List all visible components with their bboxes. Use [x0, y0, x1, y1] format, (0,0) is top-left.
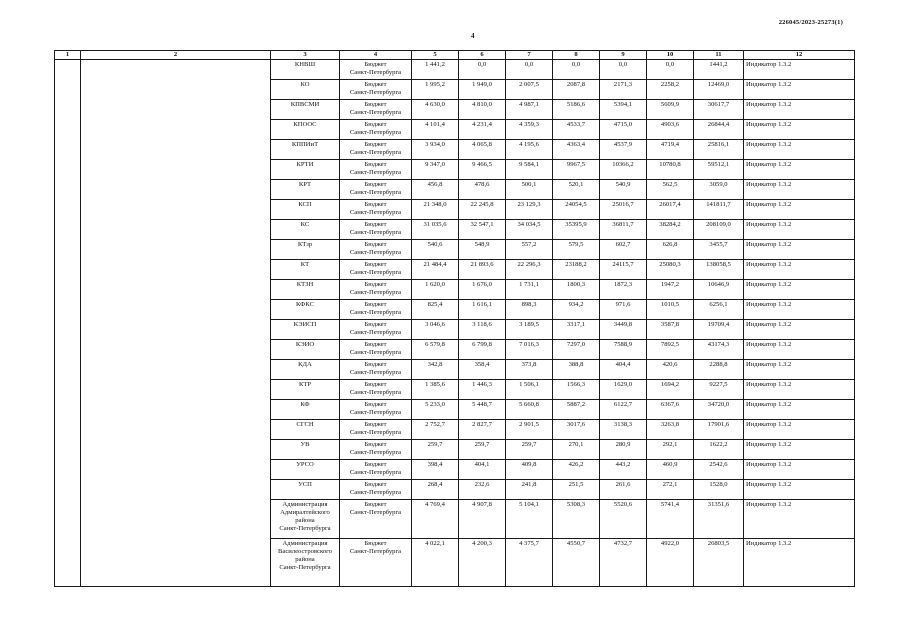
amount-cell: 17901,6: [694, 420, 744, 440]
funding-source-cell: Бюджет Санкт-Петербурга: [340, 420, 412, 440]
amount-cell: 7297,0: [553, 340, 600, 360]
indicator-cell: Индикатор 1.3.2: [744, 200, 855, 220]
amount-cell: 5 660,8: [506, 400, 553, 420]
amount-cell: 21 348,0: [412, 200, 459, 220]
amount-cell: 5 104,1: [506, 500, 553, 539]
amount-cell: 4 022,1: [412, 539, 459, 587]
amount-cell: 358,4: [459, 360, 506, 380]
funding-source-cell: Бюджет Санкт-Петербурга: [340, 160, 412, 180]
amount-cell: 4719,4: [647, 140, 694, 160]
amount-cell: 270,1: [553, 440, 600, 460]
amount-cell: 3449,8: [600, 320, 647, 340]
amount-cell: 934,2: [553, 300, 600, 320]
executor-cell: КО: [271, 80, 340, 100]
amount-cell: 208109,0: [694, 220, 744, 240]
executor-cell: КНВШ: [271, 60, 340, 80]
amount-cell: 1 995,2: [412, 80, 459, 100]
amount-cell: 5 448,7: [459, 400, 506, 420]
amount-cell: 34720,0: [694, 400, 744, 420]
executor-cell: КТЗН: [271, 280, 340, 300]
column-number-8: 8: [553, 51, 600, 60]
amount-cell: 251,5: [553, 480, 600, 500]
amount-cell: 562,5: [647, 180, 694, 200]
amount-cell: 4533,7: [553, 120, 600, 140]
executor-cell: УВ: [271, 440, 340, 460]
amount-cell: 38284,2: [647, 220, 694, 240]
amount-cell: 241,8: [506, 480, 553, 500]
column-number-11: 11: [694, 51, 744, 60]
amount-cell: 1947,2: [647, 280, 694, 300]
amount-cell: 4 769,4: [412, 500, 459, 539]
funding-source-cell: Бюджет Санкт-Петербурга: [340, 480, 412, 500]
amount-cell: 7892,5: [647, 340, 694, 360]
amount-cell: 5308,3: [553, 500, 600, 539]
amount-cell: 540,6: [412, 240, 459, 260]
funding-source-cell: Бюджет Санкт-Петербурга: [340, 180, 412, 200]
indicator-cell: Индикатор 1.3.2: [744, 300, 855, 320]
amount-cell: 4 630,0: [412, 100, 459, 120]
amount-cell: 1872,3: [600, 280, 647, 300]
amount-cell: 3455,7: [694, 240, 744, 260]
amount-cell: 261,6: [600, 480, 647, 500]
amount-cell: 32 547,1: [459, 220, 506, 240]
amount-cell: 1010,5: [647, 300, 694, 320]
amount-cell: 26844,4: [694, 120, 744, 140]
indicator-cell: Индикатор 1.3.2: [744, 240, 855, 260]
indicator-cell: Индикатор 1.3.2: [744, 360, 855, 380]
amount-cell: 4 907,8: [459, 500, 506, 539]
indicator-cell: Индикатор 1.3.2: [744, 539, 855, 587]
amount-cell: 3263,8: [647, 420, 694, 440]
amount-cell: 0,0: [459, 60, 506, 80]
amount-cell: 626,8: [647, 240, 694, 260]
amount-cell: 404,4: [600, 360, 647, 380]
amount-cell: 3 046,6: [412, 320, 459, 340]
indicator-cell: Индикатор 1.3.2: [744, 220, 855, 240]
amount-cell: 1694,2: [647, 380, 694, 400]
indicator-cell: Индикатор 1.3.2: [744, 420, 855, 440]
column-number-3: 3: [271, 51, 340, 60]
amount-cell: 25080,3: [647, 260, 694, 280]
amount-cell: 12469,0: [694, 80, 744, 100]
amount-cell: 373,8: [506, 360, 553, 380]
amount-cell: 3 118,6: [459, 320, 506, 340]
amount-cell: 2087,8: [553, 80, 600, 100]
amount-cell: 1800,3: [553, 280, 600, 300]
amount-cell: 21 893,6: [459, 260, 506, 280]
col2-cell: [81, 60, 271, 587]
indicator-cell: Индикатор 1.3.2: [744, 160, 855, 180]
amount-cell: 9 347,0: [412, 160, 459, 180]
amount-cell: 6 799,8: [459, 340, 506, 360]
amount-cell: 7 016,3: [506, 340, 553, 360]
amount-cell: 0,0: [600, 60, 647, 80]
amount-cell: 520,1: [553, 180, 600, 200]
amount-cell: 280,9: [600, 440, 647, 460]
amount-cell: 1622,2: [694, 440, 744, 460]
funding-source-cell: Бюджет Санкт-Петербурга: [340, 100, 412, 120]
amount-cell: 141811,7: [694, 200, 744, 220]
amount-cell: 1566,3: [553, 380, 600, 400]
column-number-row: [55, 51, 855, 60]
amount-cell: 548,9: [459, 240, 506, 260]
amount-cell: 602,7: [600, 240, 647, 260]
funding-source-cell: Бюджет Санкт-Петербурга: [340, 240, 412, 260]
amount-cell: 19709,4: [694, 320, 744, 340]
amount-cell: 1528,0: [694, 480, 744, 500]
amount-cell: 31351,6: [694, 500, 744, 539]
column-number-7: 7: [506, 51, 553, 60]
executor-cell: КС: [271, 220, 340, 240]
amount-cell: 30617,7: [694, 100, 744, 120]
funding-source-cell: Бюджет Санкт-Петербурга: [340, 539, 412, 587]
funding-source-cell: Бюджет Санкт-Петербурга: [340, 440, 412, 460]
indicator-cell: Индикатор 1.3.2: [744, 440, 855, 460]
amount-cell: 1 616,1: [459, 300, 506, 320]
amount-cell: 409,8: [506, 460, 553, 480]
amount-cell: 35395,9: [553, 220, 600, 240]
indicator-cell: Индикатор 1.3.2: [744, 380, 855, 400]
funding-source-cell: Бюджет Санкт-Петербурга: [340, 120, 412, 140]
amount-cell: 5394,1: [600, 100, 647, 120]
executor-cell: Администрация Василеостровского района Санкт-Петербурга: [271, 539, 340, 587]
amount-cell: 10780,8: [647, 160, 694, 180]
funding-source-cell: Бюджет Санкт-Петербурга: [340, 220, 412, 240]
indicator-cell: Индикатор 1.3.2: [744, 180, 855, 200]
amount-cell: 404,1: [459, 460, 506, 480]
column-number-5: 5: [412, 51, 459, 60]
funding-source-cell: Бюджет Санкт-Петербурга: [340, 320, 412, 340]
amount-cell: 4 231,4: [459, 120, 506, 140]
amount-cell: 232,6: [459, 480, 506, 500]
amount-cell: 2542,6: [694, 460, 744, 480]
amount-cell: 3138,3: [600, 420, 647, 440]
amount-cell: 478,6: [459, 180, 506, 200]
amount-cell: 59512,1: [694, 160, 744, 180]
amount-cell: 24054,5: [553, 200, 600, 220]
amount-cell: 25816,1: [694, 140, 744, 160]
funding-source-cell: Бюджет Санкт-Петербурга: [340, 300, 412, 320]
indicator-cell: Индикатор 1.3.2: [744, 500, 855, 539]
amount-cell: 1629,0: [600, 380, 647, 400]
amount-cell: 4922,0: [647, 539, 694, 587]
amount-cell: 3059,0: [694, 180, 744, 200]
amount-cell: 10366,2: [600, 160, 647, 180]
column-number-2: 2: [81, 51, 271, 60]
amount-cell: 4 810,0: [459, 100, 506, 120]
column-number-12: 12: [744, 51, 855, 60]
amount-cell: 36811,7: [600, 220, 647, 240]
funding-source-cell: Бюджет Санкт-Петербурга: [340, 80, 412, 100]
amount-cell: 1 676,0: [459, 280, 506, 300]
amount-cell: 22 296,3: [506, 260, 553, 280]
amount-cell: 4 195,6: [506, 140, 553, 160]
amount-cell: 898,3: [506, 300, 553, 320]
table-row: [55, 60, 855, 80]
amount-cell: 2171,3: [600, 80, 647, 100]
executor-cell: КЭИСП: [271, 320, 340, 340]
executor-cell: УРСО: [271, 460, 340, 480]
executor-cell: Администрация Адмиралтейского района Санкт-Петербурга: [271, 500, 340, 539]
amount-cell: 1 506,1: [506, 380, 553, 400]
amount-cell: 4903,6: [647, 120, 694, 140]
amount-cell: 1 441,2: [412, 60, 459, 80]
column-number-6: 6: [459, 51, 506, 60]
amount-cell: 4715,0: [600, 120, 647, 140]
funding-source-cell: Бюджет Санкт-Петербурга: [340, 500, 412, 539]
amount-cell: 1 385,6: [412, 380, 459, 400]
funding-source-cell: Бюджет Санкт-Петербурга: [340, 60, 412, 80]
amount-cell: 9967,5: [553, 160, 600, 180]
funding-source-cell: Бюджет Санкт-Петербурга: [340, 260, 412, 280]
amount-cell: 540,9: [600, 180, 647, 200]
amount-cell: 2288,8: [694, 360, 744, 380]
indicator-cell: Индикатор 1.3.2: [744, 280, 855, 300]
amount-cell: 4 375,7: [506, 539, 553, 587]
amount-cell: 2 901,5: [506, 420, 553, 440]
amount-cell: 557,2: [506, 240, 553, 260]
amount-cell: 6367,6: [647, 400, 694, 420]
executor-cell: КДА: [271, 360, 340, 380]
amount-cell: 579,5: [553, 240, 600, 260]
document-id: 226045/2023-25273(1): [778, 19, 843, 26]
amount-cell: 398,4: [412, 460, 459, 480]
col1-cell: [55, 60, 81, 587]
amount-cell: 460,9: [647, 460, 694, 480]
amount-cell: 4 065,8: [459, 140, 506, 160]
indicator-cell: Индикатор 1.3.2: [744, 100, 855, 120]
indicator-cell: Индикатор 1.3.2: [744, 120, 855, 140]
funding-source-cell: Бюджет Санкт-Петербурга: [340, 360, 412, 380]
amount-cell: 3587,8: [647, 320, 694, 340]
amount-cell: 10646,9: [694, 280, 744, 300]
executor-cell: КТР: [271, 380, 340, 400]
executor-cell: КТзр: [271, 240, 340, 260]
column-number-4: 4: [340, 51, 412, 60]
executor-cell: УСП: [271, 480, 340, 500]
executor-cell: КЭИО: [271, 340, 340, 360]
executor-cell: КППИиТ: [271, 140, 340, 160]
page-number: 4: [471, 32, 475, 40]
amount-cell: 23188,2: [553, 260, 600, 280]
amount-cell: 1 620,0: [412, 280, 459, 300]
executor-cell: КПВСМИ: [271, 100, 340, 120]
amount-cell: 1441,2: [694, 60, 744, 80]
amount-cell: 268,4: [412, 480, 459, 500]
amount-cell: 34 034,5: [506, 220, 553, 240]
indicator-cell: Индикатор 1.3.2: [744, 60, 855, 80]
amount-cell: 9 466,5: [459, 160, 506, 180]
amount-cell: 825,4: [412, 300, 459, 320]
amount-cell: 23 129,3: [506, 200, 553, 220]
amount-cell: 4 359,3: [506, 120, 553, 140]
amount-cell: 6256,1: [694, 300, 744, 320]
executor-cell: КСП: [271, 200, 340, 220]
executor-cell: КРТИ: [271, 160, 340, 180]
funding-source-cell: Бюджет Санкт-Петербурга: [340, 200, 412, 220]
amount-cell: 24115,7: [600, 260, 647, 280]
indicator-cell: Индикатор 1.3.2: [744, 260, 855, 280]
amount-cell: 26017,4: [647, 200, 694, 220]
amount-cell: 5741,4: [647, 500, 694, 539]
amount-cell: 138058,5: [694, 260, 744, 280]
amount-cell: 1 731,1: [506, 280, 553, 300]
amount-cell: 4732,7: [600, 539, 647, 587]
budget-table: [54, 50, 855, 587]
amount-cell: 5887,2: [553, 400, 600, 420]
indicator-cell: Индикатор 1.3.2: [744, 80, 855, 100]
amount-cell: 342,8: [412, 360, 459, 380]
amount-cell: 3 934,0: [412, 140, 459, 160]
amount-cell: 292,1: [647, 440, 694, 460]
amount-cell: 388,8: [553, 360, 600, 380]
amount-cell: 43174,3: [694, 340, 744, 360]
amount-cell: 4 200,3: [459, 539, 506, 587]
amount-cell: 3317,1: [553, 320, 600, 340]
amount-cell: 4537,9: [600, 140, 647, 160]
amount-cell: 3 189,5: [506, 320, 553, 340]
funding-source-cell: Бюджет Санкт-Петербурга: [340, 460, 412, 480]
indicator-cell: Индикатор 1.3.2: [744, 140, 855, 160]
amount-cell: 4 101,4: [412, 120, 459, 140]
amount-cell: 25016,7: [600, 200, 647, 220]
amount-cell: 5609,9: [647, 100, 694, 120]
executor-cell: КФКС: [271, 300, 340, 320]
column-number-10: 10: [647, 51, 694, 60]
indicator-cell: Индикатор 1.3.2: [744, 320, 855, 340]
amount-cell: 7588,9: [600, 340, 647, 360]
funding-source-cell: Бюджет Санкт-Петербурга: [340, 380, 412, 400]
amount-cell: 0,0: [647, 60, 694, 80]
amount-cell: 1 949,0: [459, 80, 506, 100]
amount-cell: 22 245,8: [459, 200, 506, 220]
amount-cell: 272,1: [647, 480, 694, 500]
amount-cell: 456,8: [412, 180, 459, 200]
amount-cell: 2 752,7: [412, 420, 459, 440]
funding-source-cell: Бюджет Санкт-Петербурга: [340, 140, 412, 160]
amount-cell: 2 007,5: [506, 80, 553, 100]
column-number-1: 1: [55, 51, 81, 60]
funding-source-cell: Бюджет Санкт-Петербурга: [340, 400, 412, 420]
executor-cell: СГСН: [271, 420, 340, 440]
amount-cell: 4550,7: [553, 539, 600, 587]
amount-cell: 443,2: [600, 460, 647, 480]
amount-cell: 5186,6: [553, 100, 600, 120]
amount-cell: 6122,7: [600, 400, 647, 420]
amount-cell: 2258,2: [647, 80, 694, 100]
amount-cell: 26803,5: [694, 539, 744, 587]
indicator-cell: Индикатор 1.3.2: [744, 480, 855, 500]
executor-cell: КРТ: [271, 180, 340, 200]
amount-cell: 9 584,1: [506, 160, 553, 180]
amount-cell: 971,6: [600, 300, 647, 320]
amount-cell: 259,7: [506, 440, 553, 460]
amount-cell: 9227,5: [694, 380, 744, 400]
indicator-cell: Индикатор 1.3.2: [744, 460, 855, 480]
amount-cell: 6 579,8: [412, 340, 459, 360]
amount-cell: 5520,6: [600, 500, 647, 539]
amount-cell: 0,0: [506, 60, 553, 80]
column-number-9: 9: [600, 51, 647, 60]
funding-source-cell: Бюджет Санкт-Петербурга: [340, 280, 412, 300]
indicator-cell: Индикатор 1.3.2: [744, 400, 855, 420]
amount-cell: 0,0: [553, 60, 600, 80]
executor-cell: КПООС: [271, 120, 340, 140]
amount-cell: 259,7: [459, 440, 506, 460]
executor-cell: КТ: [271, 260, 340, 280]
amount-cell: 5 233,0: [412, 400, 459, 420]
indicator-cell: Индикатор 1.3.2: [744, 340, 855, 360]
amount-cell: 1 446,3: [459, 380, 506, 400]
amount-cell: 2 827,7: [459, 420, 506, 440]
funding-source-cell: Бюджет Санкт-Петербурга: [340, 340, 412, 360]
executor-cell: КФ: [271, 400, 340, 420]
amount-cell: 500,1: [506, 180, 553, 200]
amount-cell: 259,7: [412, 440, 459, 460]
amount-cell: 4363,4: [553, 140, 600, 160]
amount-cell: 426,2: [553, 460, 600, 480]
amount-cell: 21 484,4: [412, 260, 459, 280]
amount-cell: 420,6: [647, 360, 694, 380]
amount-cell: 4 987,1: [506, 100, 553, 120]
amount-cell: 31 035,6: [412, 220, 459, 240]
amount-cell: 3017,6: [553, 420, 600, 440]
